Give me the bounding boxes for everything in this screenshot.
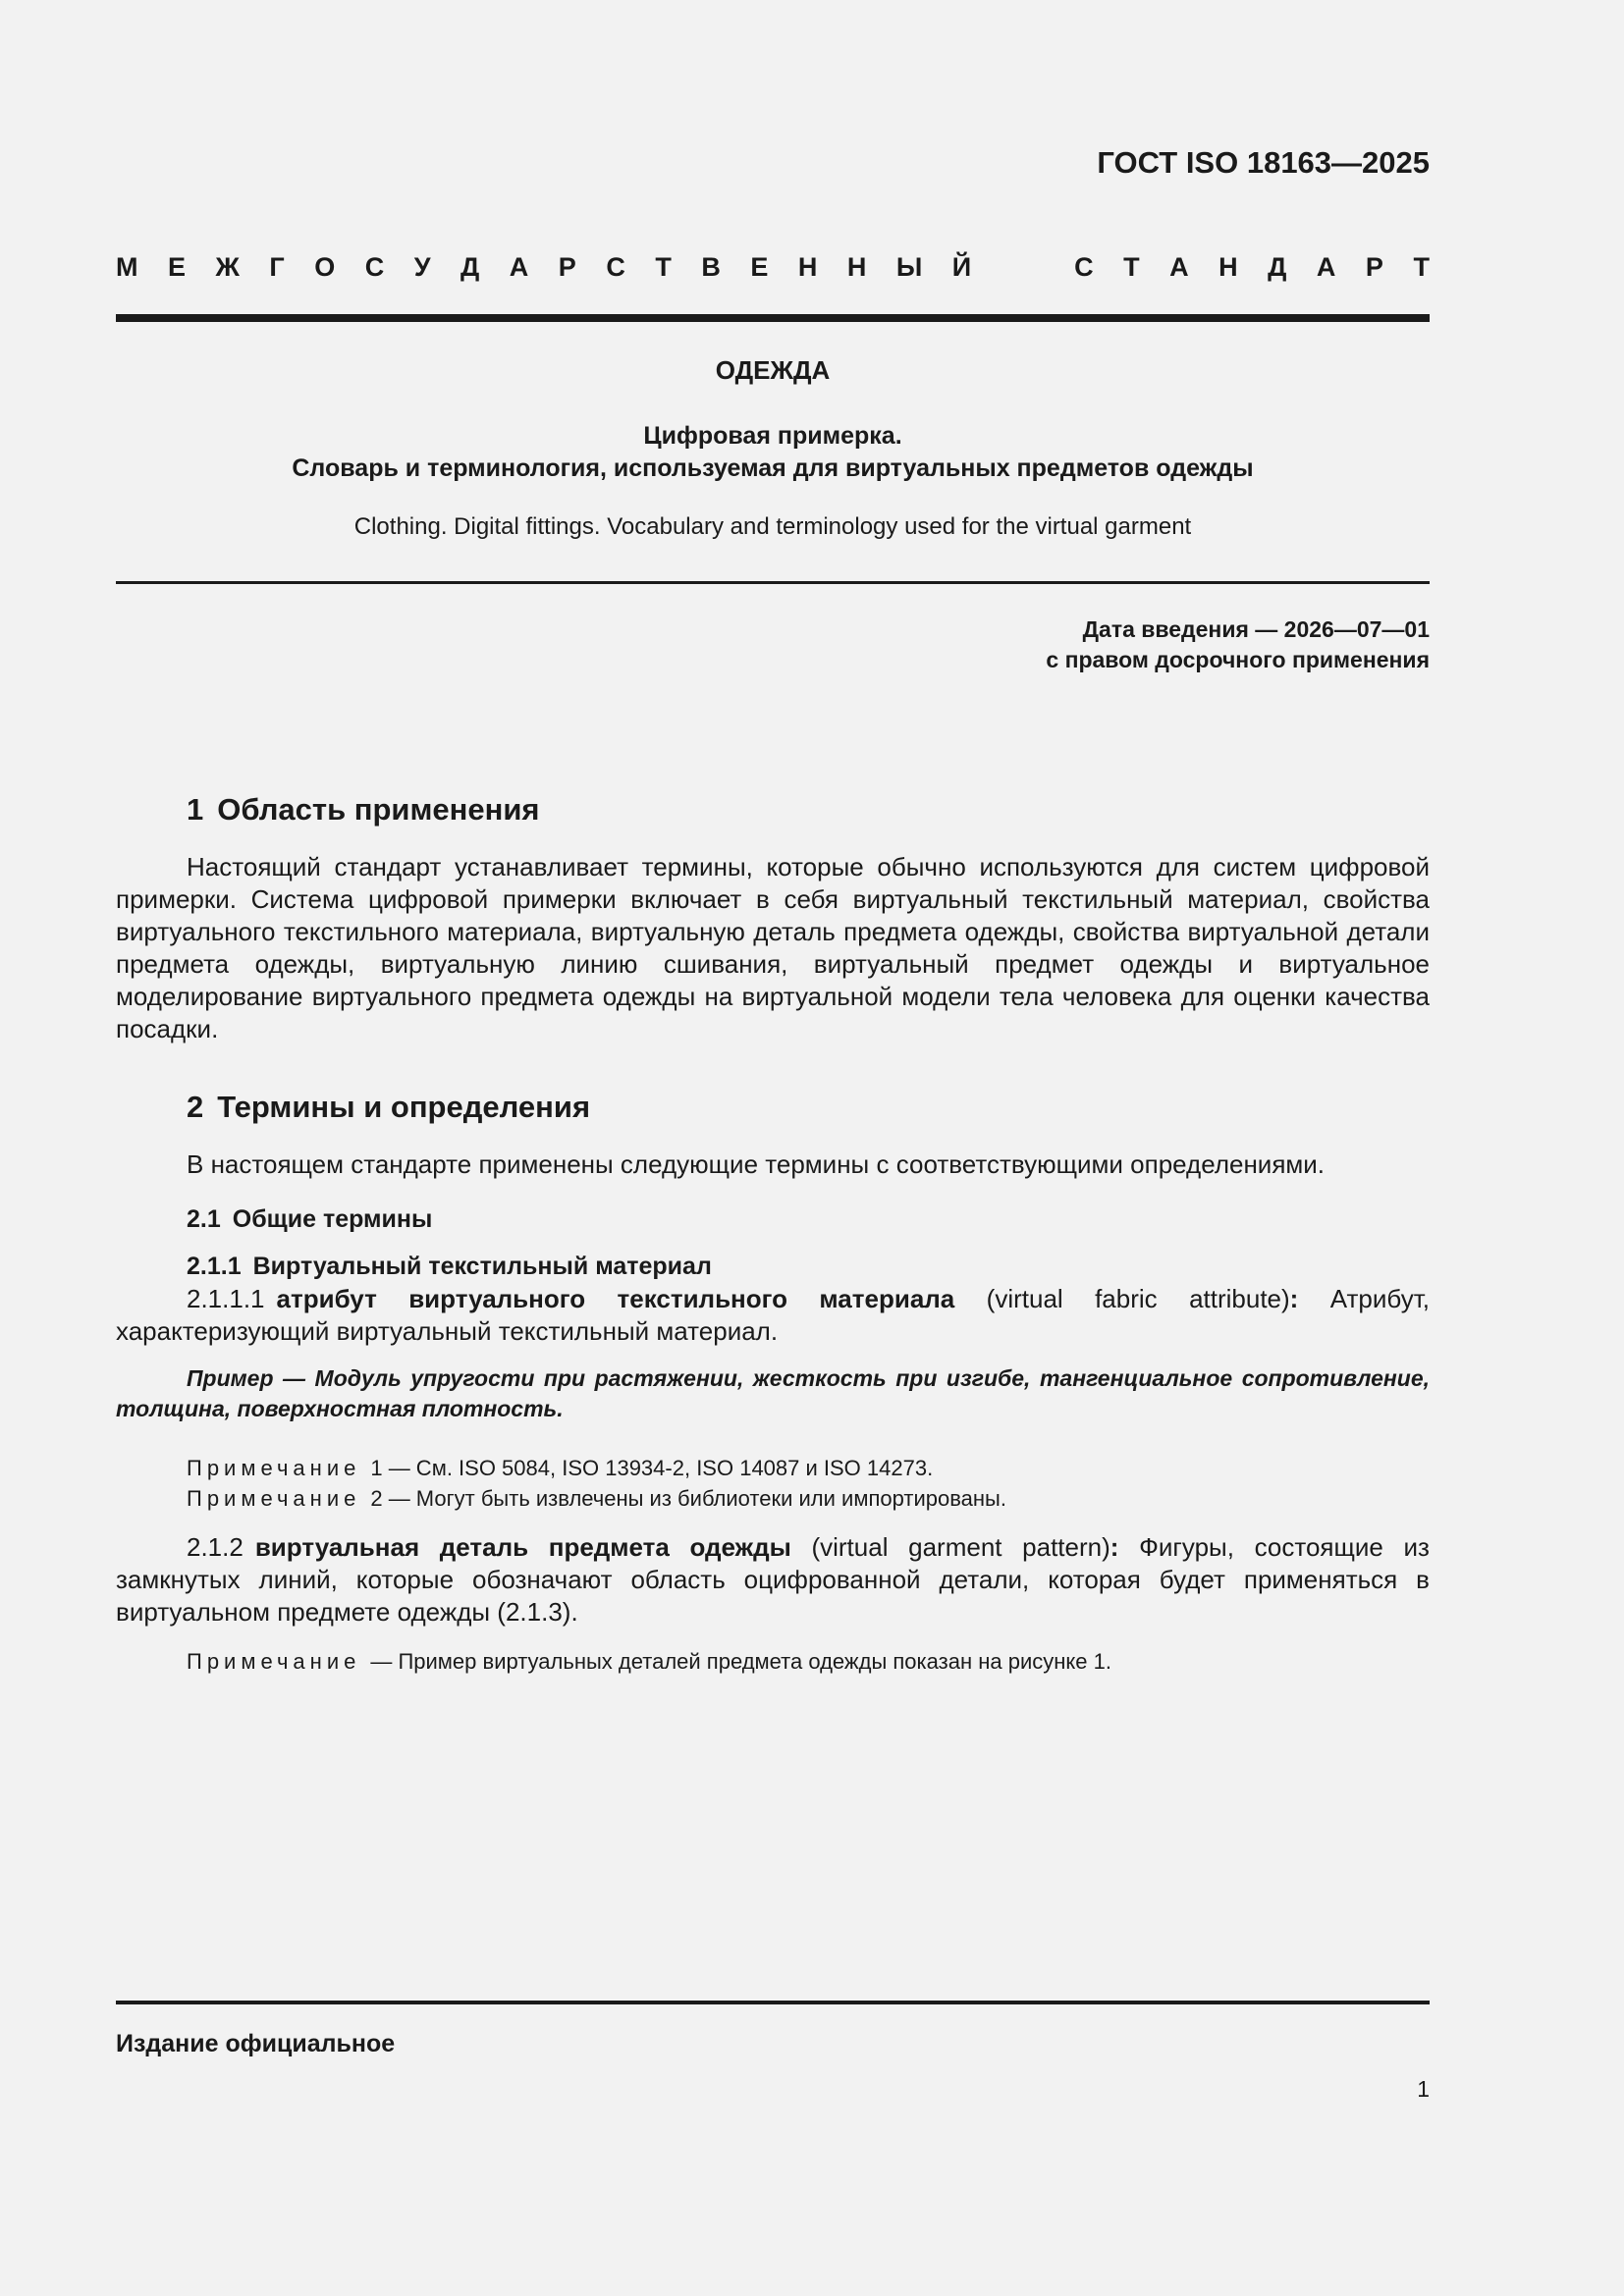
note-text: 2 — Могут быть извлечены из библиотеки или импортированы. [370,1486,1006,1511]
banner-letter: Т [655,252,672,282]
banner-letter: Г [269,252,285,282]
note-2 [187,1483,1006,1514]
term-colon: : [1289,1284,1299,1313]
note-label: Примечание [187,1649,361,1674]
subtitle-line: Словарь и терминология, используемая для виртуальных предметов одежды [292,454,1254,482]
term-english: (virtual garment pattern) [811,1532,1110,1562]
term-colon: : [1110,1532,1119,1562]
note-figure-reference [187,1646,1111,1677]
note-label: Примечание [187,1456,361,1480]
subsection-title: Общие термины [232,1205,433,1233]
official-edition-label: Издание официальное [116,2030,396,2057]
note-label: Примечание [187,1486,361,1511]
english-title: Clothing. Digital fittings. Vocabulary and terminology used for the virtual garment [353,513,1192,540]
interstate-standard-banner [116,252,1430,283]
page-number: 1 [1417,2076,1430,2102]
subsection-number: 2.1 [187,1205,221,1233]
term-definition: Фигуры, состоящие из замкнутых линий, которые обозначают область оцифрованной детали, которая будет применяться в виртуальном предмете одежды (2.1.3). [116,1532,1430,1627]
banner-letter: Т [1123,252,1140,282]
banner-letter: Н [1218,252,1238,282]
banner-word-gap [1001,252,1045,283]
term-entry-2-1-1-1 [116,1283,1430,1348]
subtitle-line: Цифровая примерка. [643,422,902,450]
banner-letter: Й [951,252,972,282]
document-title: ОДЕЖДА [715,355,831,385]
term-name: виртуальная деталь предмета одежды [254,1532,791,1562]
banner-letter: Д [460,252,480,282]
banner-letter: Н [846,252,867,282]
term-number: 2.1.2 [187,1532,244,1562]
banner-letter: М [116,252,138,282]
banner-letter: С [1074,252,1094,282]
term-name: атрибут виртуального текстильного материала [276,1284,955,1313]
banner-letter: С [364,252,385,282]
note-text: 1 — См. ISO 5084, ISO 13934-2, ISO 14087 и ISO 14273. [370,1456,934,1480]
banner-letter: Т [1413,252,1430,282]
document-number: ГОСТ ISO 18163—2025 [1097,145,1430,180]
paragraph-text: Настоящий стандарт устанавливает термины, которые обычно используются для систем цифровой примерки. Система цифровой примерки включает в себя виртуальный текстильный материал, свойства виртуального текстильного материала, виртуальную деталь предмета одежды, свойства виртуальной детали предмета одежды, виртуальную линию сшивания, виртуальный предмет одежды и виртуальное моделирование виртуального предмета одежды на виртуальной модели тела человека для оценки качества посадки. [116,852,1430,1043]
term-english: (virtual fabric attribute) [986,1284,1290,1313]
section-title: Область применения [217,792,540,827]
example-text: Пример — Модуль упругости при растяжении, жесткость при изгибе, тангенциальное сопротивление, толщина, поверхностная плотность. [116,1365,1430,1421]
subsection-heading-general [187,1205,432,1234]
section-number: 1 [187,792,204,827]
banner-letter: В [701,252,721,282]
banner-letter: Ы [895,252,923,282]
header-divider-thick [116,314,1430,322]
example-block [116,1363,1430,1424]
note-text: — Пример виртуальных деталей предмета одежды показан на рисунке 1. [370,1649,1111,1674]
banner-letter: Н [797,252,818,282]
banner-letter: А [1169,252,1189,282]
term-number: 2.1.1.1 [187,1284,265,1313]
banner-letter: А [509,252,529,282]
banner-letter: Д [1268,252,1287,282]
term-definition: Атрибут, характеризующий виртуальный текстильный материал. [116,1284,1430,1346]
banner-letter: Е [750,252,769,282]
banner-letter: С [606,252,625,282]
title-divider [116,581,1430,584]
banner-letter: У [413,252,431,282]
section-number: 2 [187,1090,204,1124]
subsection-heading-virtual-fabric [187,1253,712,1281]
banner-letter: Р [1365,252,1383,282]
banner-letter: Р [558,252,576,282]
banner-letter: О [314,252,336,282]
subsection-title: Виртуальный текстильный материал [252,1253,712,1280]
banner-letter: Ж [215,252,240,282]
footer-divider [116,2001,1430,2004]
note-1 [187,1453,933,1483]
section-heading-scope [187,792,540,828]
document-subtitle [116,420,1430,485]
term-entry-2-1-2 [116,1531,1430,1629]
banner-letter: А [1316,252,1336,282]
section-title: Термины и определения [217,1090,591,1124]
scope-paragraph [116,851,1430,1045]
paragraph-text: В настоящем стандарте применены следующие термины с соответствующими определениями. [187,1149,1326,1179]
date-line: Дата введения — 2026—07—01 [1082,616,1430,642]
subsection-number: 2.1.1 [187,1253,242,1280]
early-application-line: с правом досрочного применения [1046,647,1430,672]
banner-letter: Е [168,252,187,282]
introduction-date [1046,614,1430,675]
section-heading-terms [187,1090,590,1125]
terms-intro-paragraph [116,1148,1430,1181]
